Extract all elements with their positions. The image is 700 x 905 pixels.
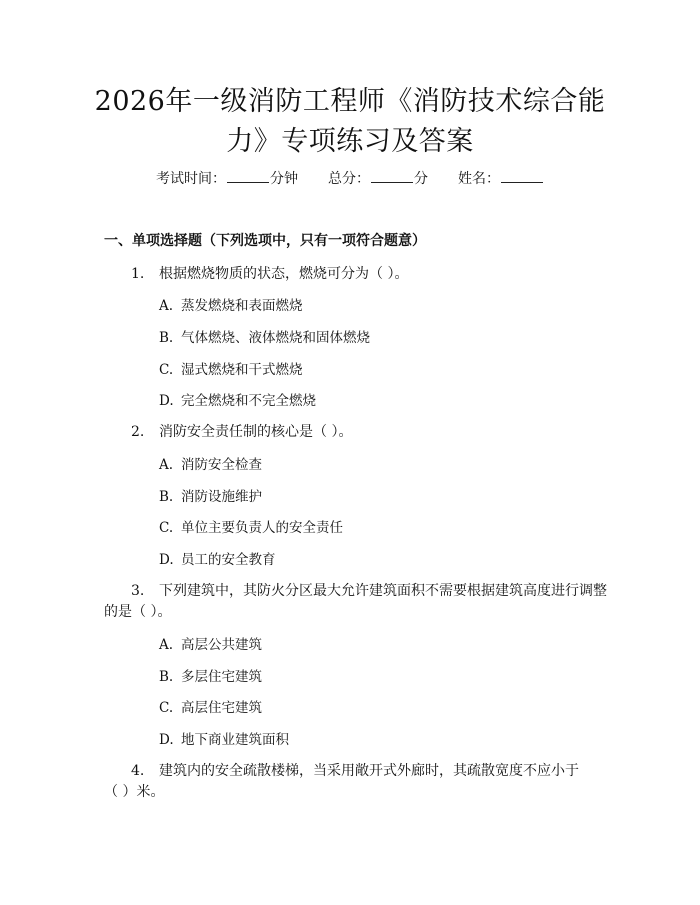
question-3-option-d [159,728,289,748]
question-text: 消防安全责任制的核心是（ ）。 [159,424,353,440]
exam-info-row [0,168,700,188]
question-3-option-c [159,696,262,716]
question-3-continued: 的是（ ）。 [104,604,172,620]
option-letter: C. [159,362,174,378]
question-1-option-d [159,389,316,409]
exam-name-label: 姓名： [458,171,500,187]
question-2-option-c [159,516,343,536]
title-line-1: 2026年一级消防工程师《消防技术综合能 [94,86,606,117]
option-text: 单位主要负责人的安全责任 [181,520,343,536]
option-text: 高层住宅建筑 [181,700,262,716]
question-1-option-c [159,358,303,378]
question-2 [131,421,352,441]
question-1-option-a [159,294,303,314]
exam-name [458,168,544,188]
question-3 [131,580,607,600]
question-2-option-a [159,453,262,473]
question-number: 1. [131,266,145,282]
exam-score-blank [371,170,413,183]
question-1 [131,263,408,283]
question-text: 根据燃烧物质的状态，燃烧可分为（ ）。 [159,266,409,282]
option-text: 员工的安全教育 [181,552,276,568]
option-letter: A. [159,457,174,473]
exam-score [328,168,428,188]
option-letter: B. [159,489,174,505]
question-text: 下列建筑中，其防火分区最大允许建筑面积不需要根据建筑高度进行调整 [159,583,607,599]
title-line-2: 力》专项练习及答案 [226,126,474,157]
option-letter: D. [159,552,174,568]
option-letter: C. [159,520,174,536]
question-4 [131,760,579,780]
option-letter: A. [159,298,174,314]
option-text: 完全燃烧和不完全燃烧 [181,393,316,409]
option-letter: D. [159,393,174,409]
question-number: 3. [131,583,145,599]
option-text: 消防设施维护 [181,489,262,505]
exam-time-blank [227,170,269,183]
question-number: 4. [131,763,145,779]
question-3-option-b [159,665,262,685]
document-title [60,82,640,162]
question-3-option-a [159,633,262,653]
option-text: 蒸发燃烧和表面燃烧 [181,298,303,314]
option-letter: A. [159,637,174,653]
option-text: 多层住宅建筑 [181,669,262,685]
option-letter: B. [159,330,174,346]
option-text: 地下商业建筑面积 [181,732,289,748]
question-2-option-d [159,548,276,568]
exam-time-unit: 分钟 [270,171,298,187]
section-title: 一、单项选择题（下列选项中，只有一项符合题意） [104,233,426,249]
exam-score-label: 总分： [328,171,370,187]
question-number: 2. [131,424,145,440]
option-text: 高层公共建筑 [181,637,262,653]
question-1-option-b [159,326,370,346]
exam-time-label: 考试时间： [156,171,226,187]
option-letter: D. [159,732,174,748]
question-text: 建筑内的安全疏散楼梯，当采用敞开式外廊时，其疏散宽度不应小于 [159,763,579,779]
exam-time [156,168,298,188]
option-letter: B. [159,669,174,685]
option-text: 气体燃烧、液体燃烧和固体燃烧 [181,330,370,346]
exam-score-unit: 分 [414,171,428,187]
option-text: 消防安全检查 [181,457,262,473]
option-letter: C. [159,700,174,716]
option-text: 湿式燃烧和干式燃烧 [181,362,303,378]
exam-name-blank [501,170,543,183]
question-4-continued: （ ）米。 [104,784,165,800]
question-2-option-b [159,485,262,505]
